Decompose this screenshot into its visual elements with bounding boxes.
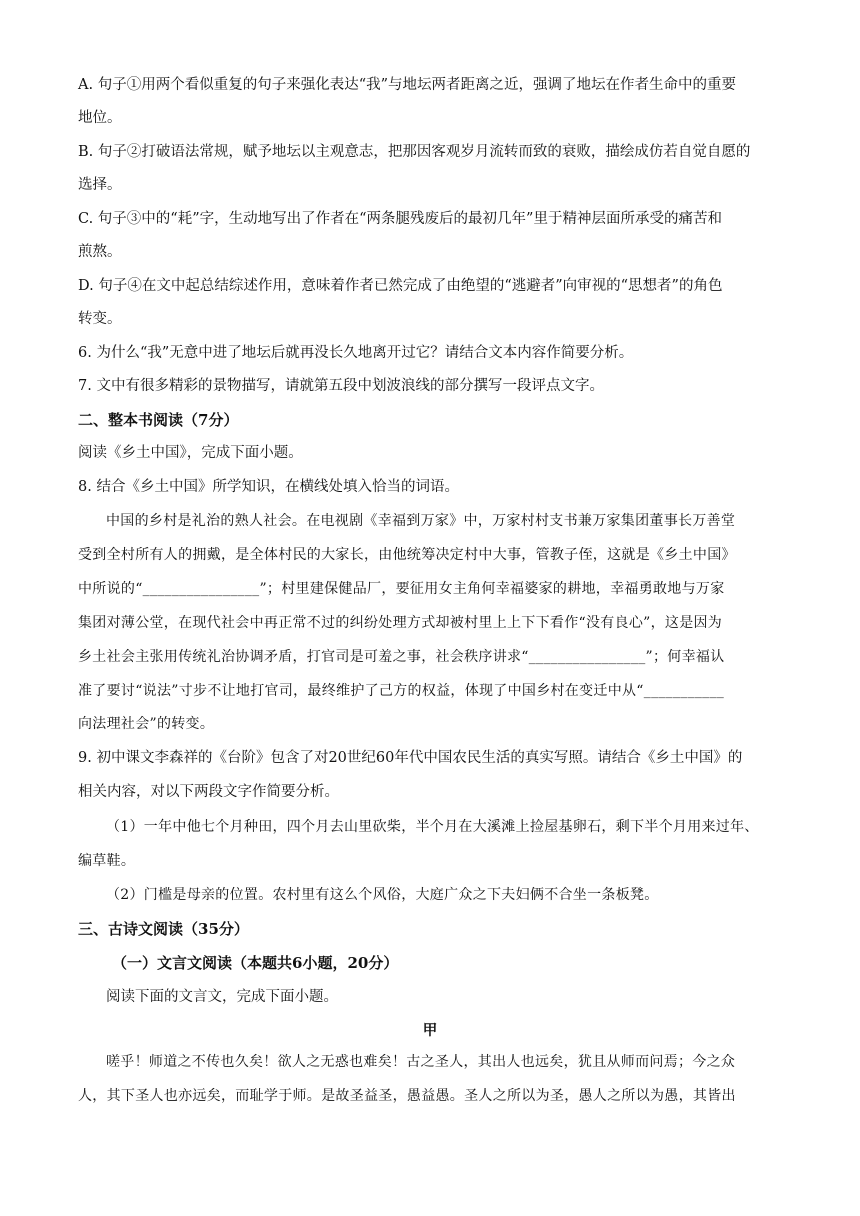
question-8: 8. 结合《乡土中国》所学知识，在横线处填入恰当的词语。 [78, 479, 459, 495]
classical-passage-line-1: 嗟乎！师道之不传也久矣！欲人之无惑也难矣！古之圣人，其出人也远矣，犹且从师而问焉；今之众 [106, 1054, 736, 1070]
question-7: 7. 文中有很多精彩的景物描写，请就第五段中划波浪线的部分撰写一段评点文字。 [78, 378, 604, 394]
section-2-instruction: 阅读《乡土中国》，完成下面小题。 [78, 445, 303, 461]
question-6: 6. 为什么“我”无意中进了地坛后就再没长久地离开过它？请结合文本内容作简要分析。 [78, 345, 634, 361]
option-a-line-2: 地位。 [78, 110, 122, 126]
passage-q8-line-7: 向法理社会”的转变。 [78, 716, 215, 732]
classical-passage-line-2: 人，其下圣人也亦远矣，而耻学于师。是故圣益圣，愚益愚。圣人之所以为圣，愚人之所以为愚，其皆出 [78, 1088, 736, 1104]
passage-q8-line-5: 乡土社会主张用传统礼治协调矛盾，打官司是可羞之事，社会秩序讲求“________________”；何幸福认 [78, 649, 725, 665]
option-d-line-2: 转变。 [78, 311, 122, 327]
question-9-line-2: 相关内容，对以下两段文字作简要分析。 [78, 784, 339, 800]
option-d-line-1: D. 句子④在文中起总结综述作用，意味着作者已然完成了由绝望的“逃避者”向审视的“思想者”的角色 [78, 278, 723, 294]
passage-q8-line-1: 中国的乡村是礼治的熟人社会。在电视剧《幸福到万家》中，万家村村支书兼万家集团董事长万善堂 [106, 513, 736, 529]
option-c-line-1: C. 句子③中的“耗”字，生动地写出了作者在“两条腿残废后的最初几年”里于精神层面所承受的痛苦和 [78, 211, 722, 227]
section-3-heading: 三、古诗文阅读（35分） [78, 920, 249, 938]
option-b-line-1: B. 句子②打破语法常规，赋予地坛以主观意志，把那因客观岁月流转而致的衰败，描绘成仿若自觉自愿的 [78, 144, 751, 160]
passage-label-jia: 甲 [422, 1022, 438, 1039]
passage-q8-line-6: 准了要讨“说法”寸步不让地打官司，最终维护了己方的权益，体现了中国乡村在变迁中从“___________ [78, 683, 725, 699]
subsection-1-instruction: 阅读下面的文言文，完成下面小题。 [106, 989, 338, 1005]
subsection-1-heading: （一）文言文阅读（本题共6小题，20分） [112, 954, 399, 972]
passage-q8-line-3: 中所说的“________________”；村里建保健品厂，要征用女主角何幸福婆家的耕地，幸福勇敢地与万家 [78, 581, 725, 597]
passage-q8-line-4: 集团对薄公堂，在现代社会中再正常不过的纠纷处理方式却被村里上上下下看作“没有良心”，这是因为 [78, 615, 723, 631]
section-2-heading: 二、整本书阅读（7分） [78, 411, 239, 429]
question-9-line-1: 9. 初中课文李森祥的《台阶》包含了对20世纪60年代中国农民生活的真实写照。请结合《乡土中国》的 [78, 750, 743, 766]
option-a-line-1: A. 句子①用两个看似重复的句子来强化表达“我”与地坛两者距离之近，强调了地坛在作者生命中的重要 [78, 77, 737, 93]
option-c-line-2: 煎熬。 [78, 244, 122, 260]
option-b-line-2: 选择。 [78, 177, 122, 193]
q9-excerpt-1-line-1: （1）一年中他七个月种田，四个月去山里砍柴，半个月在大溪滩上捡屋基卵石，剩下半个月用来过年、 [106, 819, 759, 835]
passage-q8-line-2: 受到全村所有人的拥戴，是全体村民的大家长，由他统筹决定村中大事，管教子侄，这就是《乡土中国》 [78, 547, 736, 563]
q9-excerpt-2: （2）门槛是母亲的位置。农村里有这么个风俗，大庭广众之下夫妇俩不合坐一条板凳。 [106, 887, 659, 903]
q9-excerpt-1-line-2: 编草鞋。 [78, 853, 136, 869]
